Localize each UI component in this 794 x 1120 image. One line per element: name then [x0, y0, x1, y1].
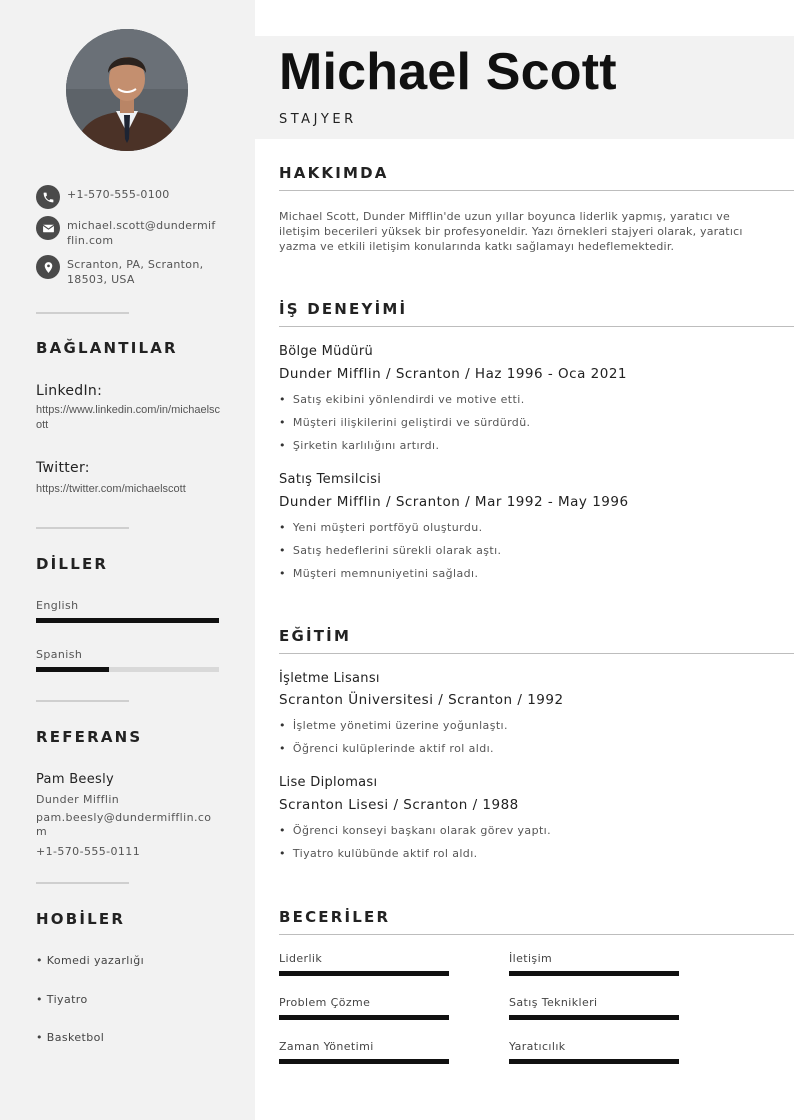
hobby-item: • Komedi yazarlığı — [36, 954, 145, 967]
envelope-icon — [36, 216, 60, 240]
language-level-bar — [36, 618, 219, 623]
experience-bullet: • Müşteri ilişkilerini geliştirdi ve sürdürdü. — [279, 416, 530, 429]
phone-number[interactable]: +1-570-555-0100 — [67, 188, 170, 201]
skill-level-bar — [509, 971, 679, 976]
about-text: Michael Scott, Dunder Mifflin'de uzun yıllar boyunca liderlik yapmış, yaratıcı ve iletişim becerileri yüksek bir profesyoneldir. Yazı örnekleri stajyeri olarak, yaratıcı yazma ve etkili iletişim konularında katkı sağlamayı hedeflemektedir. — [279, 210, 743, 253]
reference-phone[interactable]: +1-570-555-0111 — [36, 845, 141, 858]
contact-phone — [36, 187, 217, 209]
reference-email[interactable]: pam.beesly@dundermifflin.com — [36, 811, 212, 838]
phone-icon — [36, 185, 60, 209]
language-level-bar — [36, 667, 219, 672]
divider — [36, 527, 129, 529]
education-bullet: • Tiyatro kulübünde aktif rol aldı. — [279, 847, 478, 860]
experience-bullet: • Yeni müşteri portföyü oluşturdu. — [279, 521, 483, 534]
section-rule — [279, 326, 794, 327]
hobby-item: • Tiyatro — [36, 993, 88, 1006]
skill-level-bar — [509, 1059, 679, 1064]
hobby-label: Tiyatro — [46, 993, 88, 1006]
twitter-label: Twitter: — [36, 460, 90, 476]
language-level-fill — [36, 618, 219, 623]
about-heading: HAKKIMDA — [279, 164, 389, 182]
education-bullet: • İşletme yönetimi üzerine yoğunlaştı. — [279, 719, 508, 732]
language-level-fill — [36, 667, 109, 672]
education-details: Scranton Lisesi / Scranton / 1988 — [279, 797, 519, 813]
experience-bullet: • Şirketin karlılığını artırdı. — [279, 439, 439, 452]
reference-name: Pam Beesly — [36, 772, 115, 787]
contact-email — [36, 218, 217, 248]
location-pin-icon — [36, 255, 60, 279]
section-rule — [279, 934, 794, 935]
skill-level-bar — [279, 1059, 449, 1064]
hobby-label: Basketbol — [46, 1031, 105, 1044]
linkedin-label: LinkedIn: — [36, 383, 103, 399]
section-rule — [279, 190, 794, 191]
divider — [36, 882, 129, 884]
section-rule — [279, 653, 794, 654]
language-name: Spanish — [36, 648, 83, 661]
education-details: Scranton Üniversitesi / Scranton / 1992 — [279, 692, 564, 708]
experience-heading: İŞ DENEYİMİ — [279, 300, 408, 318]
skill-name: Yaratıcılık — [509, 1040, 566, 1053]
links-heading: BAĞLANTILAR — [36, 339, 178, 357]
languages-heading: DİLLER — [36, 555, 109, 573]
experience-details: Dunder Mifflin / Scranton / Mar 1992 - May 1996 — [279, 494, 629, 510]
hobby-item: • Basketbol — [36, 1031, 105, 1044]
divider — [36, 312, 129, 314]
skill-name: Satış Teknikleri — [509, 996, 598, 1009]
education-heading: EĞİTİM — [279, 627, 352, 645]
divider — [36, 700, 129, 702]
reference-heading: REFERANS — [36, 728, 143, 746]
skill-level-bar — [509, 1015, 679, 1020]
skill-name: Zaman Yönetimi — [279, 1040, 374, 1053]
education-degree: İşletme Lisansı — [279, 671, 380, 686]
skill-name: İletişim — [509, 952, 553, 965]
skill-name: Problem Çözme — [279, 996, 371, 1009]
address: Scranton, PA, Scranton, 18503, USA — [67, 258, 204, 286]
experience-role: Bölge Müdürü — [279, 344, 373, 359]
skills-heading: BECERİLER — [279, 908, 391, 926]
experience-details: Dunder Mifflin / Scranton / Haz 1996 - Oca 2021 — [279, 366, 628, 382]
experience-bullet: • Müşteri memnuniyetini sağladı. — [279, 567, 478, 580]
hobbies-heading: HOBİLER — [36, 910, 126, 928]
candidate-name: Michael Scott — [279, 43, 617, 101]
language-name: English — [36, 599, 79, 612]
linkedin-link[interactable]: https://www.linkedin.com/in/michaelscott — [36, 404, 221, 431]
education-bullet: • Öğrenci kulüplerinde aktif rol aldı. — [279, 742, 494, 755]
profile-photo — [66, 29, 188, 151]
experience-bullet: • Satış hedeflerini sürekli olarak aştı. — [279, 544, 501, 557]
experience-bullet: • Satış ekibini yönlendirdi ve motive etti. — [279, 393, 525, 406]
experience-role: Satış Temsilcisi — [279, 472, 382, 487]
job-title: STAJYER — [279, 112, 357, 127]
skill-level-bar — [279, 1015, 449, 1020]
hobby-label: Komedi yazarlığı — [46, 954, 145, 967]
education-degree: Lise Diploması — [279, 775, 378, 790]
twitter-link[interactable]: https://twitter.com/michaelscott — [36, 483, 186, 495]
skill-name: Liderlik — [279, 952, 323, 965]
email-address[interactable]: michael.scott@dundermifflin.com — [67, 219, 216, 247]
reference-company: Dunder Mifflin — [36, 793, 120, 806]
avatar — [66, 29, 188, 151]
education-bullet: • Öğrenci konseyi başkanı olarak görev yaptı. — [279, 824, 551, 837]
contact-address — [36, 257, 217, 287]
skill-level-bar — [279, 971, 449, 976]
